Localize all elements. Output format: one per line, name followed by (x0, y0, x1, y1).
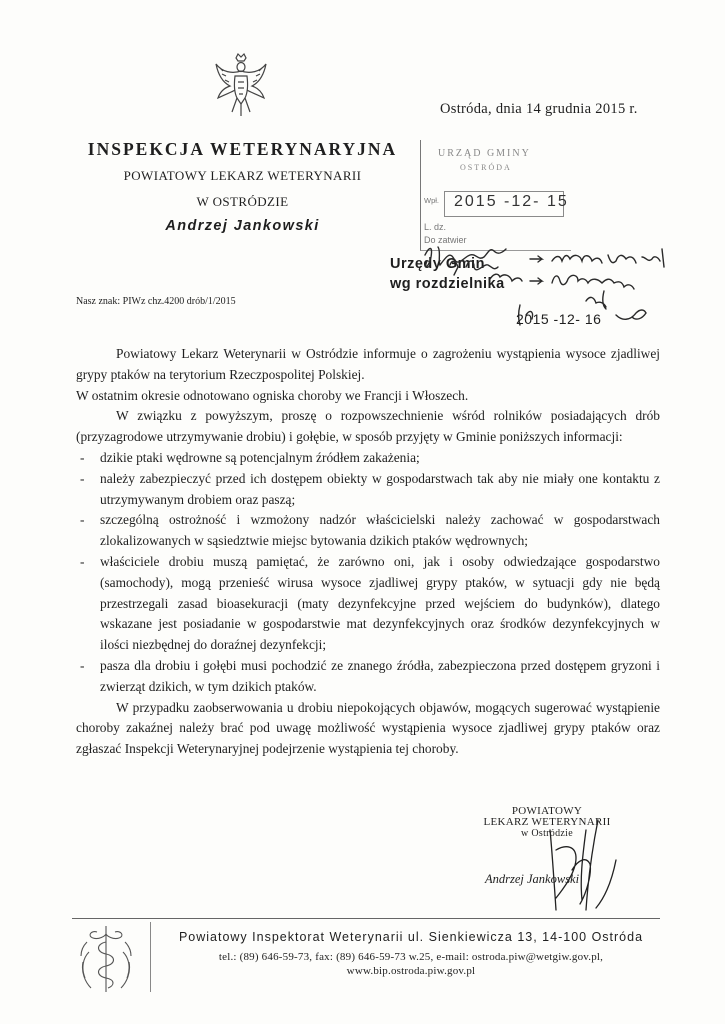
signature-name: Andrzej Jankowski (485, 872, 580, 886)
footer-website-link[interactable]: www.bip.ostroda.piw.gov.pl (346, 965, 476, 977)
signature-line2: LEKARZ WETERYNARII (483, 816, 611, 828)
received-date: 2015 -12- 16 (516, 311, 602, 327)
footer-address: Powiatowy Inspektorat Weterynarii ul. Sienkiewicza 13, 14-100 Ostróda (178, 930, 644, 944)
stamp-do-label: Do zatwier (424, 235, 467, 245)
veterinary-caduceus-logo-icon (75, 922, 137, 996)
body-outbreak: W ostatnim okresie odnotowano ogniska choroby we Francji i Włoszech. (76, 387, 469, 403)
body-intro: Powiatowy Lekarz Weterynarii w Ostródzie informuje o zagrożeniu wystąpienia wysoce zjadliwej grypy ptaków na terytorium Rzeczpospolitej Polskiej. (76, 346, 660, 382)
signature-line3: w Ostródzie (521, 828, 573, 839)
advice-list (76, 448, 660, 698)
stamp-wpl-label: Wpł. (424, 196, 439, 205)
reference-number: Nasz znak: PIWz chz.4200 drób/1/2015 (76, 296, 236, 307)
recipient-distribution: wg rozdzielnika (390, 276, 505, 292)
officer-name: Andrzej Jankowski (165, 218, 320, 234)
stamp-ldz-label: L. dz. (424, 222, 447, 232)
list-item: - należy zabezpieczyć przed ich dostępem obiekty w gospodarstwach tak aby nie miały one kontaktu z utrzymywanym drobiem oraz paszą; (76, 469, 660, 511)
recipient-line: Urzędy Gmin (390, 256, 485, 272)
body-closing: W przypadku zaobserwowania u drobiu niepokojących objawów, mogących sugerować wystąpienie choroby zakaźnej należy brać pod uwagę możliwość wystąpienia wysoce zjadliwej grypy ptaków oraz zgłaszać Inspekcji Weterynaryjnej podejrzenie wystąpienia tej choroby. (76, 699, 660, 757)
body-request: W związku z powyższym, proszę o rozpowszechnienie wśród rolników posiadających drób (przyzagrodowe utrzymywanie drobiu) i gołębie, w sposób przyjęty w Gminie poniższych informacji: (76, 408, 660, 445)
stamp-subtitle: OSTRÓDA (460, 163, 512, 172)
stamp-date: 2015 -12- 15 (454, 193, 569, 210)
list-item: - dzikie ptaki wędrowne są potencjalnym źródłem zakażenia; (76, 448, 660, 469)
list-item: - szczególną ostrożność i wzmożony nadzór właścicielski należy zachować w gospodarstwach zlokalizowanych w sąsiedztwie miejsc bytowania dzikich ptaków wędrownych; (76, 510, 660, 552)
handwritten-signature-icon (520, 810, 640, 920)
place-and-date: Ostróda, dnia 14 grudnia 2015 r. (440, 101, 638, 117)
footer-contact: tel.: (89) 646-59-73, fax: (89) 646-59-73 w.25, e-mail: ostroda.piw@wetgiw.gov.pl, (218, 951, 604, 963)
footer-vertical-divider (150, 922, 151, 992)
list-item: - pasza dla drobiu i gołębi musi pochodzić ze znanego źródła, zabezpieczona przed dostępem gryzoni i zwierząt dzikich, w tym dzikich ptaków. (76, 656, 660, 698)
office-title: POWIATOWY LEKARZ WETERYNARII (123, 168, 362, 183)
list-item: - właściciele drobiu muszą pamiętać, że zarówno oni, jak i osoby odwiedzające gospodarstwo (samochody), mogą przenieść wirusa wysoce zjadliwej grypy ptaków, w sytuacji gdy nie będą przestrzegali zasad bioasekuracji (maty dezynfekcyjne przed wejściem do budynków), dlatego wskazane jest posiadanie w gospodarstwie mat dezynfekcyjnych oraz środków dezynfekcyjnych w ilości niezbędnej do doraźnej dezynfekcji; (76, 552, 660, 656)
footer-divider (72, 918, 660, 919)
letter-body (76, 344, 660, 760)
office-location: W OSTRÓDZIE (196, 194, 289, 209)
polish-eagle-emblem-icon (212, 52, 270, 120)
stamp-title: URZĄD GMINY (438, 148, 531, 159)
handwritten-annotation-icon (380, 225, 710, 345)
signature-line1: POWIATOWY (511, 805, 583, 817)
institution-title: INSPEKCJA WETERYNARYJNA (87, 139, 398, 159)
